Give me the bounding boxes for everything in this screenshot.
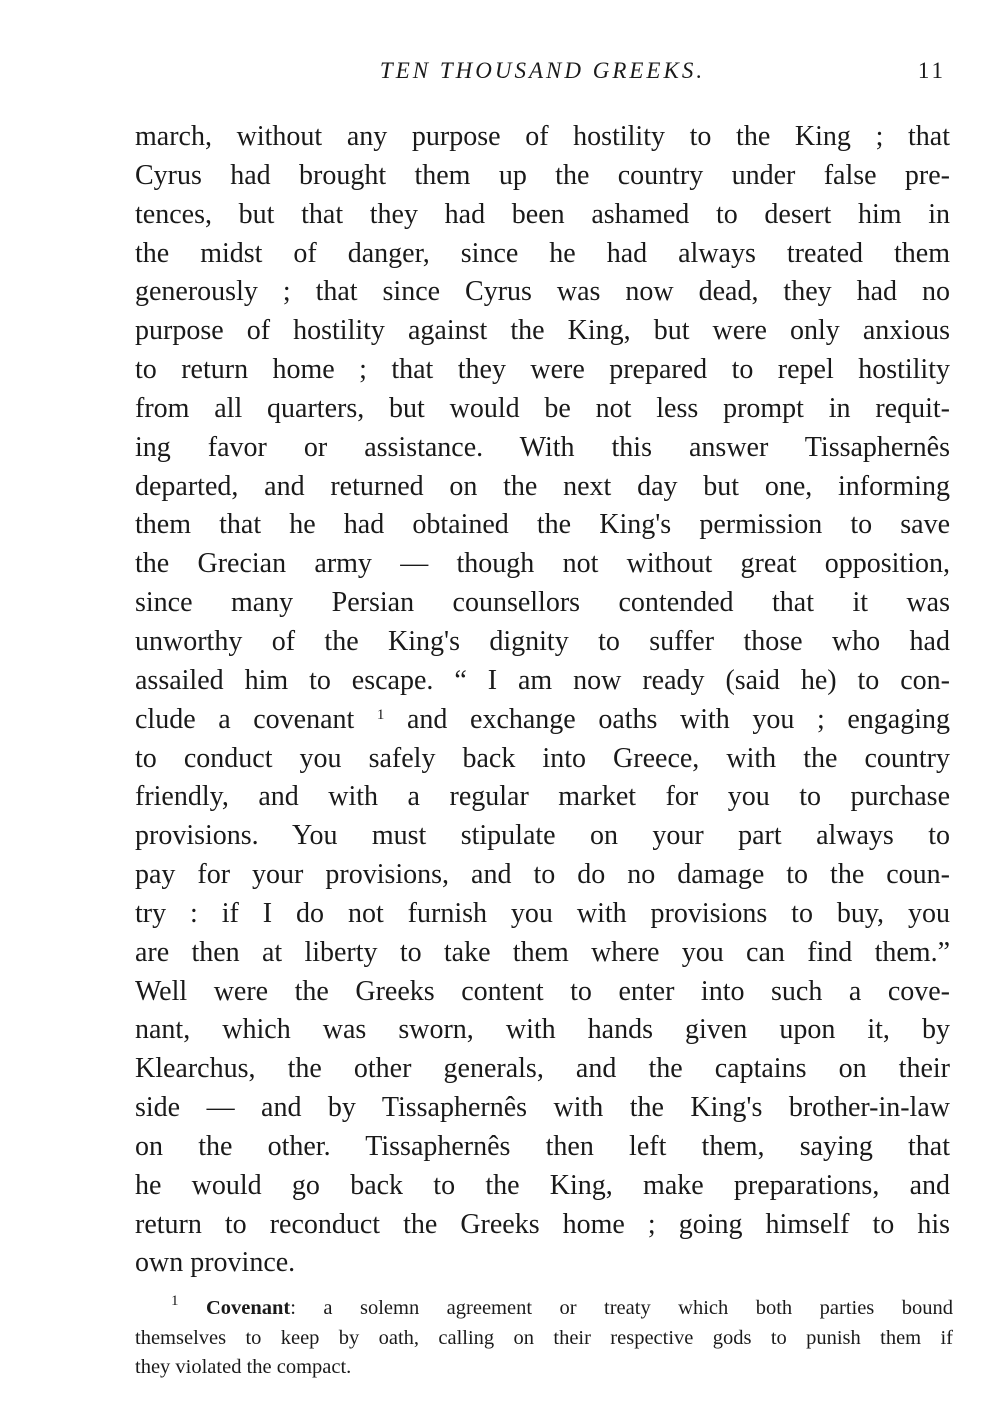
footnote-term: Covenant	[205, 1297, 291, 1319]
text-line: assailed him to escape. “ I am now ready (said he) to con-	[135, 664, 950, 696]
footnote-reference: 1	[376, 706, 385, 723]
body-text	[135, 118, 950, 1283]
text-line: from all quarters, but would be not less prompt in requit-	[135, 392, 950, 424]
text-line-with-footnote-ref	[135, 701, 950, 740]
text-line: unworthy of the King's dignity to suffer those who had	[135, 625, 950, 657]
page-number: 11	[917, 58, 946, 83]
running-title: TEN THOUSAND GREEKS.	[379, 58, 706, 83]
text-line: ing favor or assistance. With this answer Tissaphernês	[135, 431, 950, 463]
footnote-line: themselves to keep by oath, calling on their respective gods to punish them if	[135, 1326, 953, 1349]
text-line: friendly, and with a regular market for you to purchase	[135, 781, 950, 813]
text-line: the Grecian army — though not without great opposition,	[135, 548, 950, 580]
text-line: are then at liberty to take them where you can find them.”	[135, 936, 950, 968]
footnote-line	[135, 1294, 953, 1324]
text-line: return to reconduct the Greeks home ; going himself to his	[135, 1208, 950, 1240]
text-line: pay for your provisions, and to do no damage to the coun-	[135, 859, 950, 891]
text-line: to return home ; that they were prepared to repel hostility	[135, 354, 950, 386]
footnote-line: they violated the compact.	[135, 1356, 352, 1378]
footnote	[135, 1294, 953, 1383]
text-segment: and exchange oaths with you ; engaging	[407, 703, 950, 735]
text-line: he would go back to the King, make preparations, and	[135, 1169, 950, 1201]
text-line: to conduct you safely back into Greece, with the country	[135, 742, 950, 774]
text-line: generously ; that since Cyrus was now dead, they had no	[135, 276, 950, 308]
text-line: since many Persian counsellors contended that it was	[135, 587, 950, 619]
text-line: side — and by Tissaphernês with the King's brother-in-law	[135, 1092, 950, 1124]
text-line: Klearchus, the other generals, and the captains on their	[135, 1053, 950, 1085]
text-line: purpose of hostility against the King, but were only anxious	[135, 315, 950, 347]
text-line: Cyrus had brought them up the country under false pre-	[135, 159, 950, 191]
running-head	[135, 58, 950, 88]
text-line: provisions. You must stipulate on your part always to	[135, 820, 950, 852]
text-line: try : if I do not furnish you with provisions to buy, you	[135, 897, 950, 929]
footnote-marker: 1	[171, 1293, 179, 1309]
text-segment: clude a covenant	[135, 703, 355, 735]
text-line: departed, and returned on the next day but one, informing	[135, 470, 950, 502]
text-line: tences, but that they had been ashamed to desert him in	[135, 198, 950, 230]
text-line: nant, which was sworn, with hands given upon it, by	[135, 1014, 950, 1046]
text-line: them that he had obtained the King's permission to save	[135, 509, 950, 541]
text-line: the midst of danger, since he had always treated them	[135, 237, 950, 269]
text-line: march, without any purpose of hostility to the King ; that	[135, 121, 950, 152]
text-line: Well were the Greeks content to enter into such a cove-	[135, 975, 950, 1007]
footnote-text: : a solemn agreement or treaty which both parties bound	[290, 1297, 953, 1319]
text-line: on the other. Tissaphernês then left them, saying that	[135, 1130, 950, 1162]
text-line: own province.	[135, 1247, 296, 1279]
